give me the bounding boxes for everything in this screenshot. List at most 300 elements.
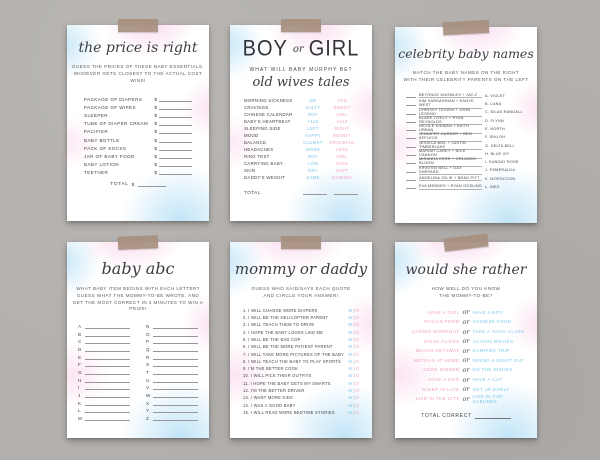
letter-label: W: [146, 393, 151, 399]
write-in-line: [85, 386, 130, 391]
choice-divider: |: [353, 351, 355, 357]
celebrity-parents: EVA MENDES + RYAN GOSLING: [419, 184, 482, 189]
daddy-choice: D: [356, 329, 359, 335]
boy-answer: SALTY: [305, 105, 321, 110]
price-amount: [154, 97, 192, 102]
letter-row: [78, 390, 130, 398]
alphabet-column-a-m: [78, 321, 130, 421]
quote-row: [243, 380, 359, 387]
quote-text: 6. I WILL BE THE MORE PATIENT PARENT: [243, 344, 333, 350]
letter-row: [146, 406, 198, 414]
letter-row: [146, 367, 198, 375]
quote-text: 13. I WANT MORE KIDS: [243, 395, 294, 401]
subtitle-line: THE MOMMY-TO-BE?: [439, 292, 493, 298]
letter-label: D: [78, 346, 82, 352]
card-subtitle: WHAT WILL BABY MURPHY BE?: [249, 67, 353, 73]
price-row: [84, 110, 192, 118]
subtitle-line: GET THE MOST CORRECT IN 3 MINUTES TO WIN A PRIZE!: [72, 299, 204, 312]
card-would-she-rather: [395, 242, 537, 438]
script-subtitle: old wives tales: [252, 75, 350, 90]
rather-row: [404, 356, 528, 366]
price-row: [84, 102, 192, 110]
quote-text: 9. I'M THE BETTER COOK: [243, 366, 299, 372]
write-in-line: [475, 414, 511, 419]
write-in-line: [303, 190, 327, 195]
card-title: would she rather: [405, 262, 527, 278]
mommy-choice: M: [348, 402, 352, 408]
write-in-line: [85, 324, 130, 329]
rather-row: [404, 308, 528, 318]
choice-divider: |: [353, 307, 355, 313]
washi-tape: [118, 235, 158, 249]
write-in-line: [85, 347, 130, 352]
girl-answer: GAINING: [331, 175, 353, 180]
baby-name-option: C. SILAS RANDALL: [485, 110, 523, 115]
or-label: or: [462, 385, 470, 394]
card-mommy-or-daddy: [230, 242, 372, 438]
answer-choices: [349, 359, 359, 364]
celebrity-parents: ANGELINA JOLIE + BRAD PITT: [419, 176, 482, 182]
tale-label: CRAVINGS: [244, 105, 269, 110]
quote-row: [243, 358, 359, 365]
baby-name-option: K. MOROCCON: [485, 176, 516, 181]
rather-row: [404, 346, 528, 356]
letter-label: Q: [146, 346, 150, 352]
option-pink: COOK DINNER: [423, 367, 460, 373]
letter-label: S: [146, 362, 150, 368]
subtitle-line: HOW WELL DO YOU KNOW: [431, 286, 501, 291]
letter-label: I: [78, 385, 80, 391]
price-row: [84, 143, 192, 151]
rather-row: [404, 384, 528, 394]
baby-name-option: G. DELTA BELL: [485, 143, 515, 148]
price-item-label: SLEEPER: [84, 112, 108, 118]
tale-label: SLEEPING SIDE: [244, 126, 281, 131]
or-label: or: [462, 327, 470, 336]
dollar-sign: $: [154, 145, 157, 151]
dollar-sign: $: [154, 129, 157, 135]
quote-text: 4. I HOPE THE BABY LOOKS LIKE ME: [243, 329, 324, 335]
subtitle-line: WHAT BABY ITEM BEGINS WITH EACH LETTER?: [76, 286, 200, 291]
price-amount: [154, 105, 192, 110]
option-pink: NETFLIX AT HOME: [413, 357, 460, 363]
mommy-choice: M: [348, 366, 352, 372]
daddy-choice: D: [356, 336, 359, 342]
letter-label: V: [146, 385, 150, 391]
write-in-line: [153, 355, 198, 360]
choice-divider: |: [353, 358, 355, 364]
boy-answer: <140: [307, 119, 319, 124]
dollar-sign: $: [154, 153, 157, 159]
boy-answer: HAPPY: [304, 133, 322, 138]
quote-text: 11. I HOPE THE BABY GETS MY SMARTS: [243, 380, 331, 386]
letter-row: [146, 390, 198, 398]
wives-tales-list: [244, 97, 358, 181]
card-celebrity-baby-names: [395, 27, 537, 223]
quote-row: [243, 314, 359, 321]
boy-answer: SAME: [306, 175, 320, 180]
card-baby-abc: [67, 242, 209, 438]
total-label: TOTAL: [110, 182, 129, 188]
card-subtitle: [230, 286, 372, 300]
daddy-choice: D: [356, 409, 359, 415]
card-title: celebrity baby names: [398, 46, 534, 61]
letter-row: [146, 337, 198, 345]
boy-answer: DRY: [308, 168, 318, 173]
boy-answer: MORE: [305, 147, 321, 152]
option-blue: ACTION MOVIES: [472, 338, 514, 344]
or-label: or: [462, 308, 470, 317]
price-item-label: PACKAGE OF WIPES: [84, 104, 137, 110]
subtitle-line: WITH THEIR CELEBRITY PARENTS ON THE LEFT: [403, 76, 529, 82]
quote-text: 5. I WILL BE THE BAD COP: [243, 336, 301, 342]
price-item-label: BABY LOTION: [84, 162, 119, 168]
quote-row: [243, 336, 359, 343]
letter-label: P: [146, 339, 150, 345]
price-amount: [154, 138, 192, 143]
price-row: [84, 167, 192, 175]
washi-tape: [443, 233, 488, 251]
answer-choices: [349, 366, 359, 371]
answer-blank: [406, 102, 416, 107]
answer-blank: [406, 118, 416, 123]
price-amount: [154, 113, 192, 118]
or-label: or: [462, 365, 470, 374]
letter-row: [146, 352, 198, 360]
card-title: baby abc: [101, 259, 175, 278]
write-in-line: [153, 340, 198, 345]
tale-label: RING TEST: [244, 154, 270, 159]
title-girl: GIRL: [308, 36, 360, 62]
write-in-line: [85, 363, 130, 368]
letter-label: O: [146, 331, 150, 337]
option-blue: CHINESE FOOD: [472, 319, 512, 325]
option-pink: CHICK FLICKS: [423, 338, 460, 344]
girl-answer: RIGHT: [334, 126, 350, 131]
letter-label: M: [78, 416, 82, 422]
quote-text: 10. I WILL PICK THEIR OUTFITS: [243, 373, 312, 379]
card-title: the price is right: [78, 40, 198, 56]
total-correct-row: [395, 413, 537, 419]
card-subtitle: [67, 64, 209, 84]
quote-row: [243, 409, 359, 416]
quote-text: 8. I WILL TEACH THE BABY TO PLAY SPORTS: [243, 358, 341, 364]
letter-label: J: [78, 393, 81, 399]
quote-row: [243, 365, 359, 372]
daddy-choice: D: [356, 366, 359, 372]
rather-row: [404, 365, 528, 375]
answer-choices: [349, 403, 359, 408]
mommy-choice: M: [348, 315, 352, 321]
choice-divider: |: [353, 409, 355, 415]
price-row: [84, 151, 192, 159]
celebrity-parents: MARIAH CAREY + NICK CANNON: [419, 149, 482, 159]
option-pink: CARDIO WORKOUT: [411, 329, 460, 335]
answer-blank: [406, 135, 416, 140]
celebrity-parents: BEYONCE KNOWLES + JAY-Z: [419, 93, 482, 99]
wives-tale-row: [244, 111, 358, 118]
alphabet-columns: [67, 321, 209, 421]
mommy-choice: M: [348, 307, 352, 313]
wives-tale-row: [244, 97, 358, 104]
baby-name-option: J. ESMERALDA: [485, 168, 516, 173]
quote-row: [243, 307, 359, 314]
answer-choices: [349, 330, 359, 335]
baby-name-option: D. FLYNN: [485, 118, 504, 123]
daddy-choice: D: [356, 315, 359, 321]
baby-name-option: A. VIOLET: [485, 93, 506, 98]
tale-label: MOOD: [244, 133, 259, 138]
dollar-sign: $: [154, 162, 157, 168]
price-amount: [154, 129, 192, 134]
option-pink: HAVE A DOG: [428, 377, 460, 383]
write-in-line: [153, 347, 198, 352]
price-amount: [154, 154, 192, 159]
price-amount: [154, 162, 192, 167]
letter-row: [146, 321, 198, 329]
quote-row: [243, 343, 359, 350]
girl-answer: GIRL: [336, 112, 348, 117]
mommy-choice: M: [348, 373, 352, 379]
letter-label: E: [78, 354, 82, 360]
choice-divider: |: [353, 388, 355, 393]
option-pink: HAVE A GIRL: [427, 309, 460, 315]
write-in-line: [153, 371, 198, 376]
card-subtitle: [395, 286, 537, 300]
card-price-is-right: [67, 25, 209, 221]
write-in-line: [85, 378, 130, 383]
answer-choices: [349, 395, 359, 400]
answer-blank: [406, 185, 416, 190]
girl-answer: YES: [337, 98, 347, 103]
write-in-line: [85, 417, 130, 422]
celebrity-parents: MIRANDA KERR + ORLANDO BLOOM: [419, 157, 482, 167]
baby-name-option: H. BLUE IVY: [485, 151, 510, 156]
total-label: TOTAL CORRECT: [421, 412, 472, 419]
answer-blank: [406, 176, 416, 181]
option-blue: HAVE A BOY: [472, 309, 503, 315]
choice-divider: |: [353, 322, 355, 328]
tale-label: CARRYING BABY: [244, 161, 284, 166]
dollar-sign: $: [154, 121, 157, 127]
write-in-line: [159, 129, 192, 134]
mommy-choice: M: [348, 329, 352, 335]
tale-label: BALANCE: [244, 140, 267, 145]
letter-row: [146, 398, 198, 406]
alphabet-column-n-z: [146, 321, 198, 421]
title-or: or: [292, 44, 304, 55]
mommy-choice: M: [348, 380, 352, 386]
answer-choices: [349, 388, 359, 393]
option-blue: GET UP EARLY: [472, 386, 510, 392]
wives-tale-row: [244, 118, 358, 125]
girl-answer: MOODY: [333, 133, 351, 138]
wives-tale-row: [244, 153, 358, 160]
write-in-line: [153, 417, 198, 422]
write-in-line: [153, 332, 198, 337]
letter-label: C: [78, 339, 82, 345]
quote-row: [243, 401, 359, 408]
price-row: [84, 134, 192, 142]
option-pink: SLEEP IN LATE: [421, 386, 460, 392]
or-label: or: [462, 337, 470, 346]
write-in-line: [153, 401, 198, 406]
washi-tape: [443, 20, 490, 35]
rather-row: [404, 317, 528, 327]
dollar-sign: $: [154, 104, 157, 110]
letter-row: [78, 337, 130, 345]
write-in-line: [334, 190, 358, 195]
card-subtitle: [395, 70, 537, 84]
letter-row: [78, 398, 130, 406]
option-blue: LIVE IN THE SUBURBS: [472, 393, 503, 404]
letter-label: X: [146, 400, 150, 406]
baby-name-option: E. NORTH: [485, 126, 505, 131]
write-in-line: [159, 170, 192, 175]
price-row: [84, 159, 192, 167]
write-in-line: [153, 409, 198, 414]
girl-answer: HIGH: [336, 161, 348, 166]
title-boy: BOY: [242, 36, 288, 62]
write-in-line: [85, 394, 130, 399]
dollar-sign: $: [154, 137, 157, 143]
price-item-label: PACKAGE OF DIAPERS: [84, 96, 143, 102]
baby-name-option: F. SHILOH: [485, 135, 506, 140]
match-list: [406, 92, 526, 192]
quote-row: [243, 328, 359, 335]
tale-label: MORNING SICKNESS: [244, 98, 293, 103]
washi-tape: [281, 236, 321, 249]
write-in-line: [153, 378, 198, 383]
price-amount: [154, 170, 192, 175]
subtitle-line: MATCH THE BABY NAMES ON THE RIGHT: [412, 70, 520, 75]
letter-label: Y: [146, 408, 150, 414]
boy-answer: LOW: [307, 161, 319, 166]
letter-row: [78, 383, 130, 391]
letter-label: K: [78, 400, 82, 406]
letter-label: Z: [146, 416, 149, 422]
answer-blank: [406, 127, 416, 132]
rather-row: [404, 375, 528, 385]
write-in-line: [159, 154, 192, 159]
answer-blank: [406, 110, 416, 115]
wives-tale-row: [244, 174, 358, 181]
answer-choices: [349, 315, 359, 320]
or-label: or: [462, 356, 470, 365]
or-label: or: [462, 394, 470, 403]
girl-answer: GRACEFUL: [329, 140, 355, 145]
quote-row: [243, 321, 359, 328]
quote-text: 12. I'M THE BETTER DRIVER: [243, 388, 305, 393]
daddy-choice: D: [356, 402, 359, 408]
price-amount: [154, 146, 192, 151]
subtitle-line: WHOEVER GETS CLOSEST TO THE ACTUAL COST WINS!: [73, 70, 203, 83]
subtitle-line: GUESS WHO SAID/SAYS EACH QUOTE: [251, 286, 351, 291]
answer-choices: [349, 373, 359, 378]
price-item-label: TUBE OF DIAPER CREAM: [84, 121, 149, 127]
subtitle-line: GUESS THE PRICES OF THESE BABY ESSENTIALS.: [71, 64, 205, 69]
daddy-choice: D: [356, 388, 359, 393]
letter-label: F: [78, 362, 81, 368]
celebrity-parents: CHRISSY TEIGEN + JOHN LEGEND: [419, 108, 482, 118]
mommy-choice: M: [348, 409, 352, 415]
write-in-line: [153, 386, 198, 391]
dollar-sign: $: [154, 112, 157, 118]
wives-tale-row: [244, 167, 358, 174]
letter-label: B: [78, 331, 82, 337]
option-blue: SPEND A NIGHT OUT: [472, 357, 525, 363]
write-in-line: [159, 162, 192, 167]
answer-blank: [406, 93, 416, 98]
match-row: [406, 175, 526, 183]
choice-divider: |: [353, 366, 355, 372]
price-list: [84, 93, 192, 175]
mommy-choice: M: [348, 358, 352, 364]
rather-row: [404, 327, 528, 337]
quote-text: 15. I WILL READ MORE BEDTIME STORIES: [243, 409, 335, 415]
or-label: or: [462, 375, 470, 384]
tale-label: SKIN: [244, 168, 256, 173]
daddy-choice: D: [356, 395, 359, 401]
celebrity-parents: KIM KARDASHIAN + KANYE WEST: [419, 99, 482, 109]
answer-choices: [349, 322, 359, 327]
match-row: [406, 183, 526, 191]
quote-list: [243, 307, 359, 416]
letter-label: T: [146, 370, 149, 375]
boy-answer: LEFT: [307, 126, 319, 131]
mommy-choice: M: [348, 388, 352, 393]
or-label: or: [462, 346, 470, 355]
daddy-choice: D: [356, 373, 359, 379]
boy-answer: NO: [309, 98, 317, 103]
price-item-label: BABY BOTTLE: [84, 137, 120, 143]
baby-name-option: I. SUNDAY ROSE: [485, 160, 519, 165]
quote-row: [243, 394, 359, 401]
tale-label: BABY'S HEARTBEAT: [244, 119, 291, 124]
choice-divider: |: [353, 402, 355, 408]
letter-label: H: [78, 377, 82, 383]
girl-answer: SWEET: [333, 105, 351, 110]
answer-choices: [349, 352, 359, 357]
write-in-line: [85, 401, 130, 406]
answer-blank: [406, 160, 416, 165]
write-in-line: [85, 340, 130, 345]
letter-row: [146, 360, 198, 368]
celebrity-parents: JENNIFER GARNER + BEN AFFLECK: [419, 132, 482, 142]
total-label: TOTAL: [244, 190, 261, 195]
letter-label: R: [146, 354, 150, 360]
choice-divider: |: [353, 380, 355, 386]
girl-answer: SOFT: [335, 168, 349, 173]
boy-answer: BOY: [308, 154, 318, 159]
wives-tale-row: [244, 146, 358, 153]
choice-divider: |: [353, 336, 355, 342]
wives-tale-row: [244, 104, 358, 111]
answer-blank: [406, 143, 416, 148]
price-item-label: TEETHER: [84, 170, 109, 176]
subtitle-line: GUESS WHAT THE MOMMY-TO-BE WROTE, AND: [76, 292, 200, 298]
daddy-choice: D: [356, 307, 359, 313]
dollar-sign: $: [131, 182, 135, 188]
write-in-line: [153, 394, 198, 399]
write-in-line: [153, 363, 198, 368]
baby-name-option: B. LUNA: [485, 102, 502, 107]
letter-label: L: [78, 408, 81, 414]
quote-text: 7. I WILL TAKE MORE PICTURES OF THE BABY: [243, 351, 345, 357]
answer-choices: [349, 410, 359, 415]
price-item-label: JAR OF BABY FOOD: [84, 153, 135, 159]
quote-row: [243, 350, 359, 357]
